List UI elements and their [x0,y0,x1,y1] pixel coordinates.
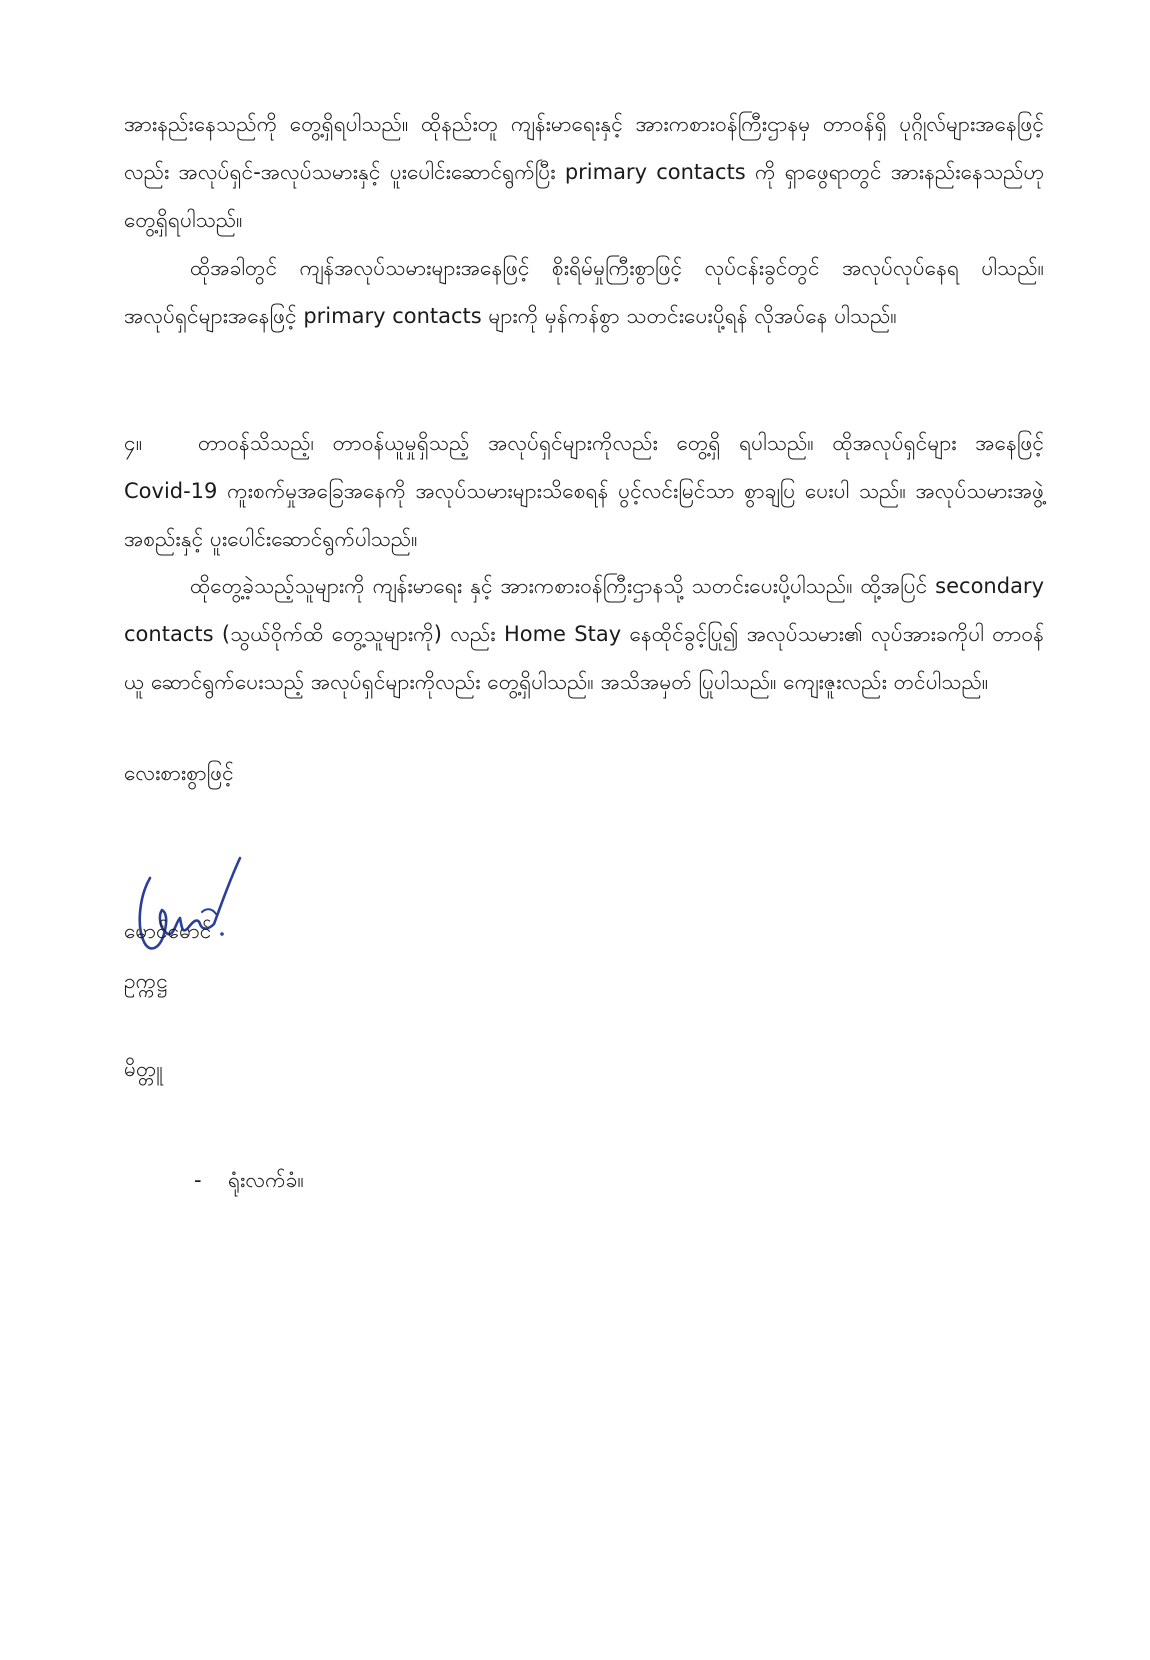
signature-image [128,850,248,970]
signer-name: မောင်မောင် [124,919,212,943]
cc-item-text: ရုံးလက်ခံ။ [228,1168,304,1192]
cc-label: မိတ္တူ [124,1057,163,1081]
paragraph-3 [124,419,1044,563]
closing-salutation: လေးစားစွာဖြင့် [124,761,234,785]
paragraph-1: အားနည်းနေသည်ကို တွေ့ရှိရပါသည်။ ထိုနည်းတူ ကျန်းမာရေးနှင့် အားကစားဝန်ကြီးဌာနမှ တာဝန်ရှိ ပုဂ္ဂိုလ်များအနေဖြင့်လည်း အလုပ်ရှင်-အလုပ်သမားနှင့် ပူးပေါင်းဆောင်ရွက်ပြီး primary contacts ကို ရှာဖွေရာတွင် အားနည်းနေသည်ဟု တွေ့ရှိရပါသည်။ [124,112,1044,232]
cc-dash: - [194,1168,202,1192]
paragraph-2: ထိုအခါတွင် ကျန်အလုပ်သမားများအနေဖြင့် စိုးရိမ်မှုကြီးစွာဖြင့် လုပ်ငန်းခွင်တွင် အလုပ်လုပ်နေရ ပါသည်။ အလုပ်ရှင်များအနေဖြင့် primary contacts များကို မှန်ကန်စွာ သတင်းပေးပို့ရန် လိုအပ်နေ ပါသည်။ [124,256,1044,328]
paragraph-3-number: ၄။ [124,431,143,455]
cc-list-item [194,1165,304,1195]
paragraph-4: ထိုတွေ့ခဲ့သည့်သူများကို ကျန်းမာရေး နှင့် အားကစားဝန်ကြီးဌာနသို့ သတင်းပေးပို့ပါသည်။ ထို့အပြင် secondary contacts (သွယ်ဝိုက်ထိ တွေ့သူများကို) လည်း Home Stay နေထိုင်ခွင့်ပြု၍ အလုပ်သမား၏ လုပ်အားခကိုပါ တာဝန်ယူ ဆောင်ရွက်ပေးသည့် အလုပ်ရှင်များကိုလည်း တွေ့ရှိပါသည်။ အသိအမှတ် ပြုပါသည်။ ကျေးဇူးလည်း တင်ပါသည်။ [124,574,1044,694]
signer-title: ဥက္ကဋ္ဌ [124,969,168,993]
paragraph-3-text: တာဝန်သိသည့်၊ တာဝန်ယူမှုရှိသည့် အလုပ်ရှင်များကိုလည်း တွေ့ရှိ ရပါသည်။ ထိုအလုပ်ရှင်များ အနေဖြင့် Covid-19 ကူးစက်မှုအခြေအနေကို အလုပ်သမားများသိစေရန် ပွင့်လင်းမြင်သာ စွာချပြ ပေးပါ သည်။ အလုပ်သမားအဖွဲ့အစည်းနှင့် ပူးပေါင်းဆောင်ရွက်ပါသည်။ [124,431,1044,551]
